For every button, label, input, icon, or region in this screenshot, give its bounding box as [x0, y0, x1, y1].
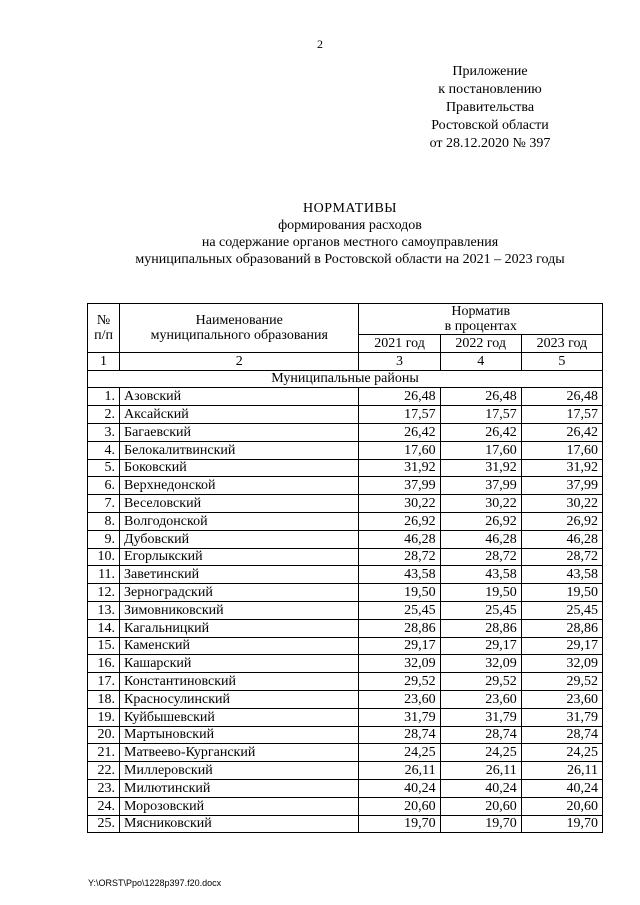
value-2022: 28,74: [440, 726, 521, 744]
appendix-line: от 28.12.2020 № 397: [429, 136, 551, 151]
row-number: 2.: [88, 406, 120, 424]
value-2023: 25,45: [521, 601, 602, 619]
value-2022: 23,60: [440, 690, 521, 708]
row-number: 17.: [88, 673, 120, 691]
table-row: [88, 779, 603, 797]
value-2023: 29,52: [521, 673, 602, 691]
value-2021: 29,52: [359, 673, 440, 691]
section-title: Муниципальные районы: [88, 370, 603, 388]
value-2022: 26,48: [440, 388, 521, 406]
value-2023: 30,22: [521, 495, 602, 513]
value-2023: 31,92: [521, 459, 602, 477]
table-row: [88, 566, 603, 584]
column-numbers-row: [88, 352, 603, 370]
row-number: 13.: [88, 601, 120, 619]
value-2022: 28,86: [440, 619, 521, 637]
column-number: 4: [440, 352, 521, 370]
value-2023: 29,17: [521, 637, 602, 655]
municipality-name: Веселовский: [120, 495, 359, 513]
header-norm-line1: Норматив: [451, 304, 511, 319]
value-2023: 17,60: [521, 441, 602, 459]
value-2022: 30,22: [440, 495, 521, 513]
table-row: [88, 708, 603, 726]
file-path-footer: Y:\ORST\Ppo\1228p397.f20.docx: [88, 878, 222, 888]
row-number: 8.: [88, 512, 120, 530]
value-2023: 19,50: [521, 584, 602, 602]
appendix-line: к постановлению: [438, 82, 542, 97]
column-number: 2: [120, 352, 359, 370]
title-line: на содержание органов местного самоуправления: [201, 235, 499, 250]
value-2023: 32,09: [521, 655, 602, 673]
header-number: [88, 304, 120, 353]
value-2023: 26,42: [521, 423, 602, 441]
municipality-name: Егорлыкский: [120, 548, 359, 566]
value-2021: 28,74: [359, 726, 440, 744]
municipality-name: Дубовский: [120, 530, 359, 548]
norms-table: [87, 303, 603, 833]
municipality-name: Морозовский: [120, 797, 359, 815]
header-year-2023: 2023 год: [521, 335, 602, 353]
value-2022: 29,17: [440, 637, 521, 655]
table-row: [88, 530, 603, 548]
table-row: [88, 584, 603, 602]
value-2022: 19,50: [440, 584, 521, 602]
value-2023: 28,74: [521, 726, 602, 744]
value-2023: 40,24: [521, 779, 602, 797]
table-row: [88, 406, 603, 424]
value-2023: 28,86: [521, 619, 602, 637]
municipality-name: Верхнедонской: [120, 477, 359, 495]
column-number: 5: [521, 352, 602, 370]
table-row: [88, 441, 603, 459]
value-2022: 26,11: [440, 762, 521, 780]
value-2021: 20,60: [359, 797, 440, 815]
value-2022: 40,24: [440, 779, 521, 797]
value-2021: 25,45: [359, 601, 440, 619]
municipality-name: Мясниковский: [120, 815, 359, 833]
header-norm-line2: в процентах: [444, 319, 517, 334]
row-number: 4.: [88, 441, 120, 459]
header-year-2021: 2021 год: [359, 335, 440, 353]
row-number: 25.: [88, 815, 120, 833]
value-2021: 31,79: [359, 708, 440, 726]
value-2021: 29,17: [359, 637, 440, 655]
value-2021: 26,42: [359, 423, 440, 441]
value-2022: 26,42: [440, 423, 521, 441]
value-2022: 26,92: [440, 512, 521, 530]
table-row: [88, 495, 603, 513]
value-2021: 19,50: [359, 584, 440, 602]
value-2021: 40,24: [359, 779, 440, 797]
row-number: 21.: [88, 744, 120, 762]
column-number: 3: [359, 352, 440, 370]
value-2023: 37,99: [521, 477, 602, 495]
table-row: [88, 673, 603, 691]
municipality-name: Каменский: [120, 637, 359, 655]
municipality-name: Кашарский: [120, 655, 359, 673]
table-row: [88, 762, 603, 780]
table-row: [88, 512, 603, 530]
row-number: 12.: [88, 584, 120, 602]
appendix-line: Ростовской области: [431, 118, 549, 133]
table-row: [88, 690, 603, 708]
table-row: [88, 459, 603, 477]
row-number: 23.: [88, 779, 120, 797]
row-number: 3.: [88, 423, 120, 441]
municipality-name: Боковский: [120, 459, 359, 477]
value-2023: 31,79: [521, 708, 602, 726]
table-row: [88, 477, 603, 495]
municipality-name: Аксайский: [120, 406, 359, 424]
value-2021: 17,60: [359, 441, 440, 459]
table-body: [88, 388, 603, 833]
column-number: 1: [88, 352, 120, 370]
table-row: [88, 423, 603, 441]
value-2021: 46,28: [359, 530, 440, 548]
value-2023: 26,48: [521, 388, 602, 406]
value-2022: 17,57: [440, 406, 521, 424]
value-2022: 43,58: [440, 566, 521, 584]
row-number: 24.: [88, 797, 120, 815]
value-2023: 20,60: [521, 797, 602, 815]
value-2021: 24,25: [359, 744, 440, 762]
row-number: 14.: [88, 619, 120, 637]
table-row: [88, 815, 603, 833]
value-2021: 28,86: [359, 619, 440, 637]
value-2022: 20,60: [440, 797, 521, 815]
value-2023: 23,60: [521, 690, 602, 708]
value-2022: 29,52: [440, 673, 521, 691]
row-number: 10.: [88, 548, 120, 566]
value-2023: 26,92: [521, 512, 602, 530]
value-2022: 25,45: [440, 601, 521, 619]
row-number: 22.: [88, 762, 120, 780]
value-2023: 17,57: [521, 406, 602, 424]
municipality-name: Волгодонской: [120, 512, 359, 530]
value-2021: 17,57: [359, 406, 440, 424]
municipality-name: Куйбышевский: [120, 708, 359, 726]
page-number: 2: [317, 37, 323, 51]
header-name: [120, 304, 359, 353]
value-2021: 23,60: [359, 690, 440, 708]
row-number: 15.: [88, 637, 120, 655]
municipality-name: Багаевский: [120, 423, 359, 441]
row-number: 16.: [88, 655, 120, 673]
table-row: [88, 797, 603, 815]
value-2022: 46,28: [440, 530, 521, 548]
table-row: [88, 744, 603, 762]
row-number: 20.: [88, 726, 120, 744]
municipality-name: Красносулинский: [120, 690, 359, 708]
table-row: [88, 601, 603, 619]
row-number: 7.: [88, 495, 120, 513]
municipality-name: Зимовниковский: [120, 601, 359, 619]
row-number: 6.: [88, 477, 120, 495]
section-row: [88, 370, 603, 388]
value-2021: 19,70: [359, 815, 440, 833]
appendix-line: Приложение: [452, 64, 528, 79]
table-row: [88, 726, 603, 744]
value-2022: 24,25: [440, 744, 521, 762]
header-number-line1: №: [96, 312, 111, 328]
table-row: [88, 655, 603, 673]
municipality-name: Миллеровский: [120, 762, 359, 780]
municipality-name: Кагальницкий: [120, 619, 359, 637]
value-2021: 43,58: [359, 566, 440, 584]
header-name-line2: муниципального образования: [150, 327, 328, 343]
table-row: [88, 619, 603, 637]
value-2021: 31,92: [359, 459, 440, 477]
value-2021: 30,22: [359, 495, 440, 513]
appendix-line: Правительства: [445, 100, 535, 115]
table-row: [88, 548, 603, 566]
municipality-name: Константиновский: [120, 673, 359, 691]
value-2023: 46,28: [521, 530, 602, 548]
header-norm: [359, 304, 603, 335]
value-2021: 32,09: [359, 655, 440, 673]
table-header-row: [88, 304, 603, 335]
value-2021: 37,99: [359, 477, 440, 495]
table-row: [88, 637, 603, 655]
municipality-name: Заветинский: [120, 566, 359, 584]
value-2021: 26,11: [359, 762, 440, 780]
value-2022: 32,09: [440, 655, 521, 673]
municipality-name: Мартыновский: [120, 726, 359, 744]
municipality-name: Азовский: [120, 388, 359, 406]
value-2023: 43,58: [521, 566, 602, 584]
value-2023: 19,70: [521, 815, 602, 833]
value-2022: 17,60: [440, 441, 521, 459]
value-2022: 37,99: [440, 477, 521, 495]
value-2023: 24,25: [521, 744, 602, 762]
appendix-block: [400, 63, 580, 153]
row-number: 19.: [88, 708, 120, 726]
row-number: 1.: [88, 388, 120, 406]
row-number: 11.: [88, 566, 120, 584]
row-number: 18.: [88, 690, 120, 708]
title-line: формирования расходов: [278, 218, 422, 233]
row-number: 5.: [88, 459, 120, 477]
municipality-name: Матвеево-Курганский: [120, 744, 359, 762]
value-2023: 28,72: [521, 548, 602, 566]
municipality-name: Милютинский: [120, 779, 359, 797]
value-2021: 26,92: [359, 512, 440, 530]
document-title: [0, 200, 640, 268]
value-2022: 19,70: [440, 815, 521, 833]
value-2023: 26,11: [521, 762, 602, 780]
municipality-name: Зерноградский: [120, 584, 359, 602]
header-number-line2: п/п: [94, 327, 113, 343]
title-line: муниципальных образований в Ростовской области на 2021 – 2023 годы: [135, 252, 565, 267]
value-2021: 28,72: [359, 548, 440, 566]
header-year-2022: 2022 год: [440, 335, 521, 353]
value-2022: 28,72: [440, 548, 521, 566]
value-2021: 26,48: [359, 388, 440, 406]
value-2022: 31,92: [440, 459, 521, 477]
row-number: 9.: [88, 530, 120, 548]
title-heading: НОРМАТИВЫ: [302, 201, 398, 216]
table-row: [88, 388, 603, 406]
value-2022: 31,79: [440, 708, 521, 726]
municipality-name: Белокалитвинский: [120, 441, 359, 459]
header-name-line1: Наименование: [195, 312, 283, 328]
